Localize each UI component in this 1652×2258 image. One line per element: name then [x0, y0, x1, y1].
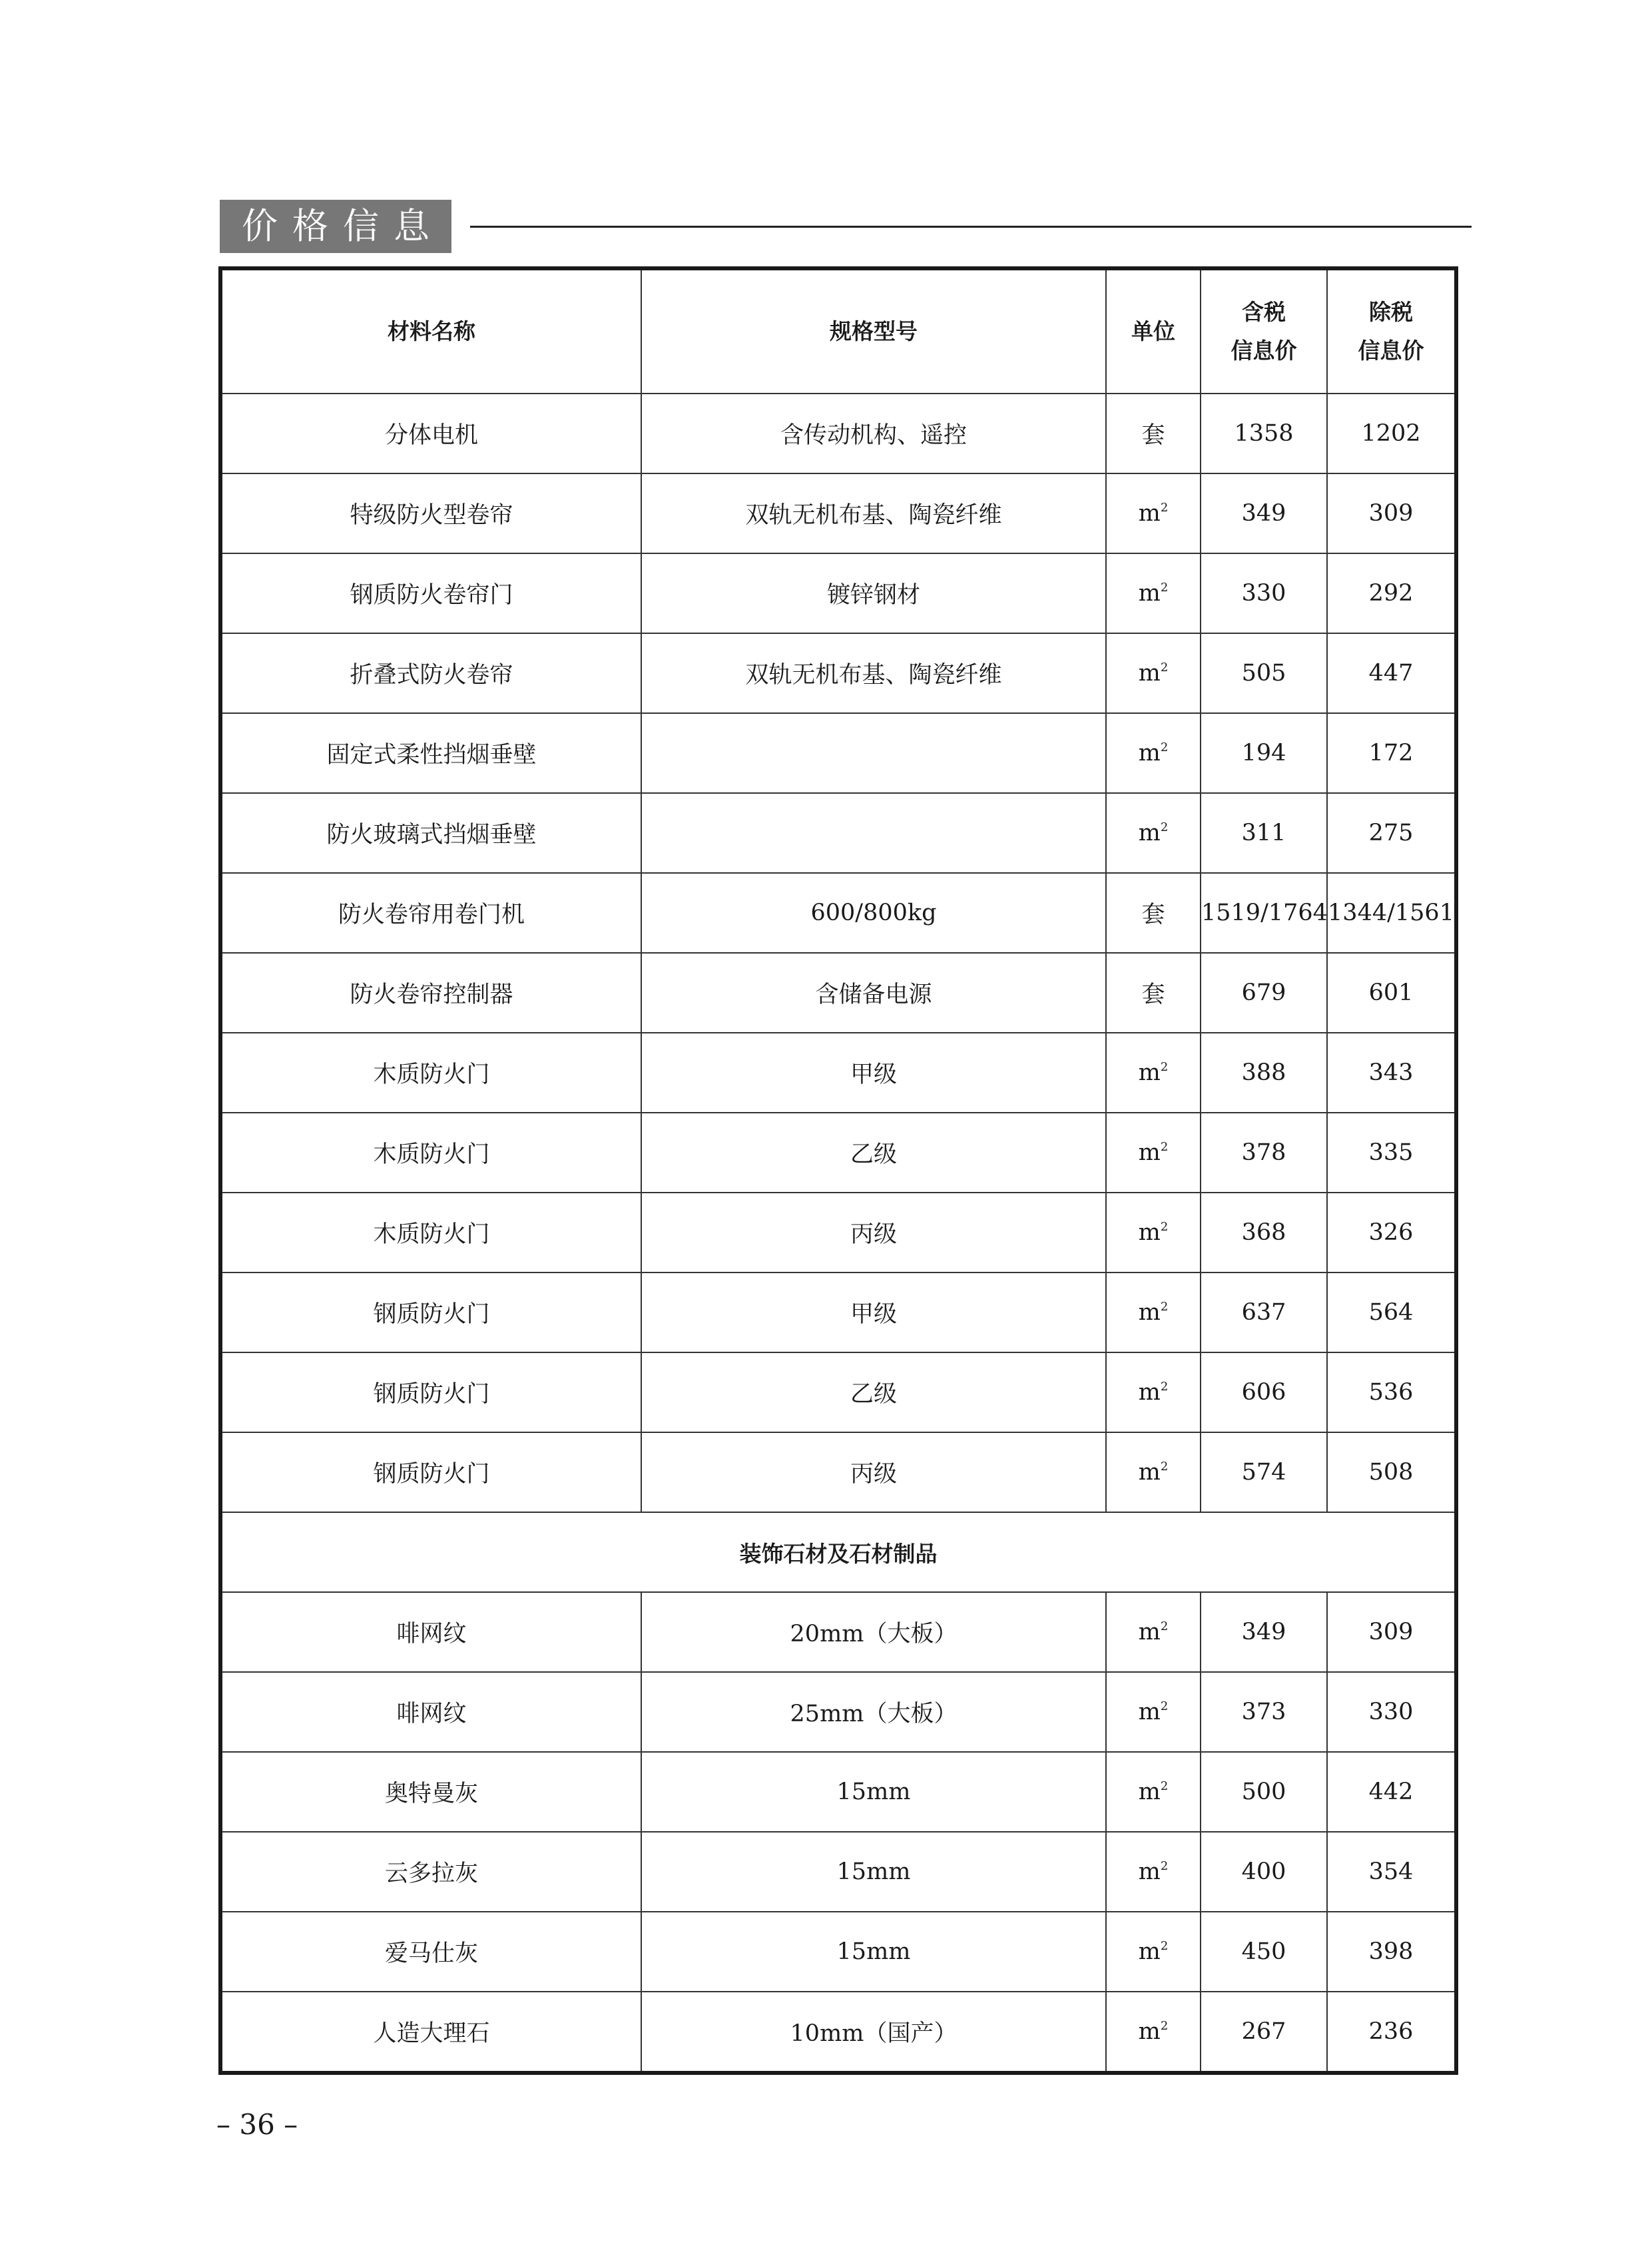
tax-incl-price-cell: 388	[1201, 1033, 1327, 1113]
spec-cell: 15mm	[641, 1832, 1106, 1912]
unit-text: m	[1138, 1219, 1161, 1246]
table-row	[220, 1272, 1456, 1352]
unit-cell	[1106, 1832, 1201, 1912]
unit-superscript: 2	[1160, 2019, 1169, 2033]
tax-incl-price-cell: 311	[1201, 793, 1327, 873]
header-unit: 单位	[1106, 268, 1201, 394]
tax-incl-price-cell: 378	[1201, 1113, 1327, 1193]
material-name-cell: 木质防火门	[220, 1193, 641, 1272]
tax-excl-price-cell: 236	[1327, 1992, 1456, 2073]
tax-excl-price-cell: 309	[1327, 473, 1456, 553]
table-row	[220, 1592, 1456, 1672]
tax-incl-price-cell: 400	[1201, 1832, 1327, 1912]
unit-cell	[1106, 1272, 1201, 1352]
unit-cell	[1106, 1912, 1201, 1992]
header-tax-excl	[1327, 268, 1456, 394]
spec-cell: 乙级	[641, 1352, 1106, 1432]
tax-incl-price-cell: 679	[1201, 953, 1327, 1033]
unit-cell	[1106, 1033, 1201, 1113]
unit-superscript: 2	[1160, 1859, 1169, 1873]
header-spec: 规格型号	[641, 268, 1106, 394]
table-row	[220, 713, 1456, 793]
material-name-cell: 爱马仕灰	[220, 1912, 641, 1992]
table-row	[220, 793, 1456, 873]
table-row	[220, 473, 1456, 553]
table-body	[220, 394, 1456, 2073]
unit-cell	[1106, 713, 1201, 793]
spec-cell: 双轨无机布基、陶瓷纤维	[641, 633, 1106, 713]
unit-cell	[1106, 633, 1201, 713]
header-name: 材料名称	[220, 268, 641, 394]
tax-excl-price-cell: 335	[1327, 1113, 1456, 1193]
unit-superscript: 2	[1160, 1460, 1169, 1474]
material-name-cell: 啡网纹	[220, 1592, 641, 1672]
unit-text: m	[1138, 1938, 1161, 1965]
tax-excl-price-cell: 447	[1327, 633, 1456, 713]
tax-excl-price-cell: 309	[1327, 1592, 1456, 1672]
spec-cell: 15mm	[641, 1912, 1106, 1992]
material-name-cell: 钢质防火门	[220, 1352, 641, 1432]
spec-cell: 10mm（国产）	[641, 1992, 1106, 2073]
material-name-cell: 防火卷帘用卷门机	[220, 873, 641, 953]
unit-cell	[1106, 1672, 1201, 1752]
spec-cell: 15mm	[641, 1752, 1106, 1832]
unit-text: m	[1138, 580, 1161, 607]
spec-cell: 双轨无机布基、陶瓷纤维	[641, 473, 1106, 553]
unit-cell	[1106, 1352, 1201, 1432]
unit-text: m	[1138, 820, 1161, 846]
tax-excl-price-cell: 601	[1327, 953, 1456, 1033]
tax-incl-price-cell: 349	[1201, 473, 1327, 553]
unit-superscript: 2	[1160, 1060, 1169, 1074]
unit-text: m	[1138, 1459, 1161, 1486]
material-name-cell: 啡网纹	[220, 1672, 641, 1752]
material-name-cell: 云多拉灰	[220, 1832, 641, 1912]
unit-text: 套	[1141, 982, 1165, 1008]
unit-cell	[1106, 793, 1201, 873]
tax-excl-price-cell: 508	[1327, 1432, 1456, 1512]
header-tax-incl	[1201, 268, 1327, 394]
tax-excl-price-cell: 326	[1327, 1193, 1456, 1272]
tax-incl-price-cell: 500	[1201, 1752, 1327, 1832]
unit-superscript: 2	[1160, 740, 1169, 754]
unit-text: m	[1138, 500, 1161, 527]
header-tax-excl-line1: 除税	[1369, 299, 1413, 325]
section-divider	[470, 226, 1472, 228]
spec-cell: 含储备电源	[641, 953, 1106, 1033]
tax-excl-price-cell: 275	[1327, 793, 1456, 873]
material-name-cell: 防火玻璃式挡烟垂壁	[220, 793, 641, 873]
spec-cell: 乙级	[641, 1113, 1106, 1193]
page-number: – 36 –	[216, 2108, 298, 2141]
table-row	[220, 1672, 1456, 1752]
unit-superscript: 2	[1160, 661, 1169, 675]
unit-text: m	[1138, 660, 1161, 687]
tax-incl-price-cell: 1358	[1201, 394, 1327, 473]
tax-excl-price-cell: 1344/1561	[1327, 873, 1456, 953]
tax-incl-price-cell: 574	[1201, 1432, 1327, 1512]
unit-text: m	[1138, 740, 1161, 766]
table-row	[220, 1832, 1456, 1912]
material-name-cell: 钢质防火卷帘门	[220, 553, 641, 633]
header-tax-excl-line2: 信息价	[1358, 338, 1424, 364]
unit-text: m	[1138, 1059, 1161, 1086]
unit-cell	[1106, 1193, 1201, 1272]
unit-superscript: 2	[1160, 1699, 1169, 1713]
tax-incl-price-cell: 505	[1201, 633, 1327, 713]
table-row	[220, 1113, 1456, 1193]
unit-cell	[1106, 1992, 1201, 2073]
table-row	[220, 873, 1456, 953]
unit-cell	[1106, 473, 1201, 553]
spec-cell: 丙级	[641, 1193, 1106, 1272]
unit-superscript: 2	[1160, 1220, 1169, 1234]
tax-incl-price-cell: 194	[1201, 713, 1327, 793]
spec-cell: 丙级	[641, 1432, 1106, 1512]
table-row	[220, 1352, 1456, 1432]
unit-cell	[1106, 394, 1201, 473]
unit-superscript: 2	[1160, 820, 1169, 834]
unit-text: m	[1138, 1858, 1161, 1885]
table-row	[220, 1033, 1456, 1113]
tax-excl-price-cell: 564	[1327, 1272, 1456, 1352]
material-name-cell: 钢质防火门	[220, 1272, 641, 1352]
material-name-cell: 人造大理石	[220, 1992, 641, 2073]
unit-cell	[1106, 1432, 1201, 1512]
unit-superscript: 2	[1160, 581, 1169, 595]
unit-text: m	[1138, 1139, 1161, 1166]
spec-cell: 甲级	[641, 1033, 1106, 1113]
tax-incl-price-cell: 267	[1201, 1992, 1327, 2073]
material-name-cell: 固定式柔性挡烟垂壁	[220, 713, 641, 793]
tax-incl-price-cell: 606	[1201, 1352, 1327, 1432]
table-row	[220, 1752, 1456, 1832]
material-name-cell: 分体电机	[220, 394, 641, 473]
tax-incl-price-cell: 368	[1201, 1193, 1327, 1272]
table-header-row	[220, 268, 1456, 394]
table-row	[220, 633, 1456, 713]
material-name-cell: 防火卷帘控制器	[220, 953, 641, 1033]
table-row	[220, 1912, 1456, 1992]
unit-text: 套	[1141, 422, 1165, 449]
unit-superscript: 2	[1160, 501, 1169, 515]
tax-excl-price-cell: 398	[1327, 1912, 1456, 1992]
spec-cell	[641, 713, 1106, 793]
unit-superscript: 2	[1160, 1619, 1169, 1633]
header-tax-incl-line2: 信息价	[1231, 338, 1297, 364]
spec-cell: 25mm（大板）	[641, 1672, 1106, 1752]
spec-cell: 甲级	[641, 1272, 1106, 1352]
material-name-cell: 奥特曼灰	[220, 1752, 641, 1832]
tax-incl-price-cell: 349	[1201, 1592, 1327, 1672]
spec-cell	[641, 793, 1106, 873]
spec-cell: 镀锌钢材	[641, 553, 1106, 633]
unit-superscript: 2	[1160, 1380, 1169, 1394]
tax-incl-price-cell: 330	[1201, 553, 1327, 633]
tax-incl-price-cell: 450	[1201, 1912, 1327, 1992]
unit-text: m	[1138, 1299, 1161, 1326]
tax-excl-price-cell: 354	[1327, 1832, 1456, 1912]
unit-text: m	[1138, 1779, 1161, 1805]
unit-superscript: 2	[1160, 1779, 1169, 1793]
unit-superscript: 2	[1160, 1140, 1169, 1154]
tax-excl-price-cell: 1202	[1327, 394, 1456, 473]
tax-excl-price-cell: 536	[1327, 1352, 1456, 1432]
unit-cell	[1106, 1113, 1201, 1193]
tax-excl-price-cell: 442	[1327, 1752, 1456, 1832]
category-row	[220, 1512, 1456, 1592]
material-name-cell: 折叠式防火卷帘	[220, 633, 641, 713]
unit-text: m	[1138, 1699, 1161, 1725]
unit-superscript: 2	[1160, 1939, 1169, 1953]
section-title: 价格信息	[220, 200, 451, 253]
tax-excl-price-cell: 292	[1327, 553, 1456, 633]
spec-cell: 含传动机构、遥控	[641, 394, 1106, 473]
unit-text: 套	[1141, 902, 1165, 928]
unit-cell	[1106, 1592, 1201, 1672]
unit-cell	[1106, 553, 1201, 633]
tax-incl-price-cell: 637	[1201, 1272, 1327, 1352]
spec-cell: 600/800kg	[641, 873, 1106, 953]
unit-text: m	[1138, 1379, 1161, 1406]
table-row	[220, 1193, 1456, 1272]
material-name-cell: 木质防火门	[220, 1033, 641, 1113]
material-name-cell: 木质防火门	[220, 1113, 641, 1193]
material-name-cell: 钢质防火门	[220, 1432, 641, 1512]
unit-superscript: 2	[1160, 1300, 1169, 1314]
table-row	[220, 953, 1456, 1033]
unit-cell	[1106, 1752, 1201, 1832]
category-label: 装饰石材及石材制品	[220, 1512, 1456, 1592]
tax-excl-price-cell: 172	[1327, 713, 1456, 793]
material-name-cell: 特级防火型卷帘	[220, 473, 641, 553]
tax-incl-price-cell: 1519/1764	[1201, 873, 1327, 953]
table-row	[220, 553, 1456, 633]
price-table	[218, 266, 1458, 2075]
table-row	[220, 1432, 1456, 1512]
unit-cell	[1106, 953, 1201, 1033]
unit-text: m	[1138, 2018, 1161, 2045]
table-row	[220, 1992, 1456, 2073]
tax-excl-price-cell: 330	[1327, 1672, 1456, 1752]
unit-cell	[1106, 873, 1201, 953]
tax-incl-price-cell: 373	[1201, 1672, 1327, 1752]
tax-excl-price-cell: 343	[1327, 1033, 1456, 1113]
spec-cell: 20mm（大板）	[641, 1592, 1106, 1672]
header-tax-incl-line1: 含税	[1242, 299, 1286, 325]
unit-text: m	[1138, 1619, 1161, 1645]
table-row	[220, 394, 1456, 473]
